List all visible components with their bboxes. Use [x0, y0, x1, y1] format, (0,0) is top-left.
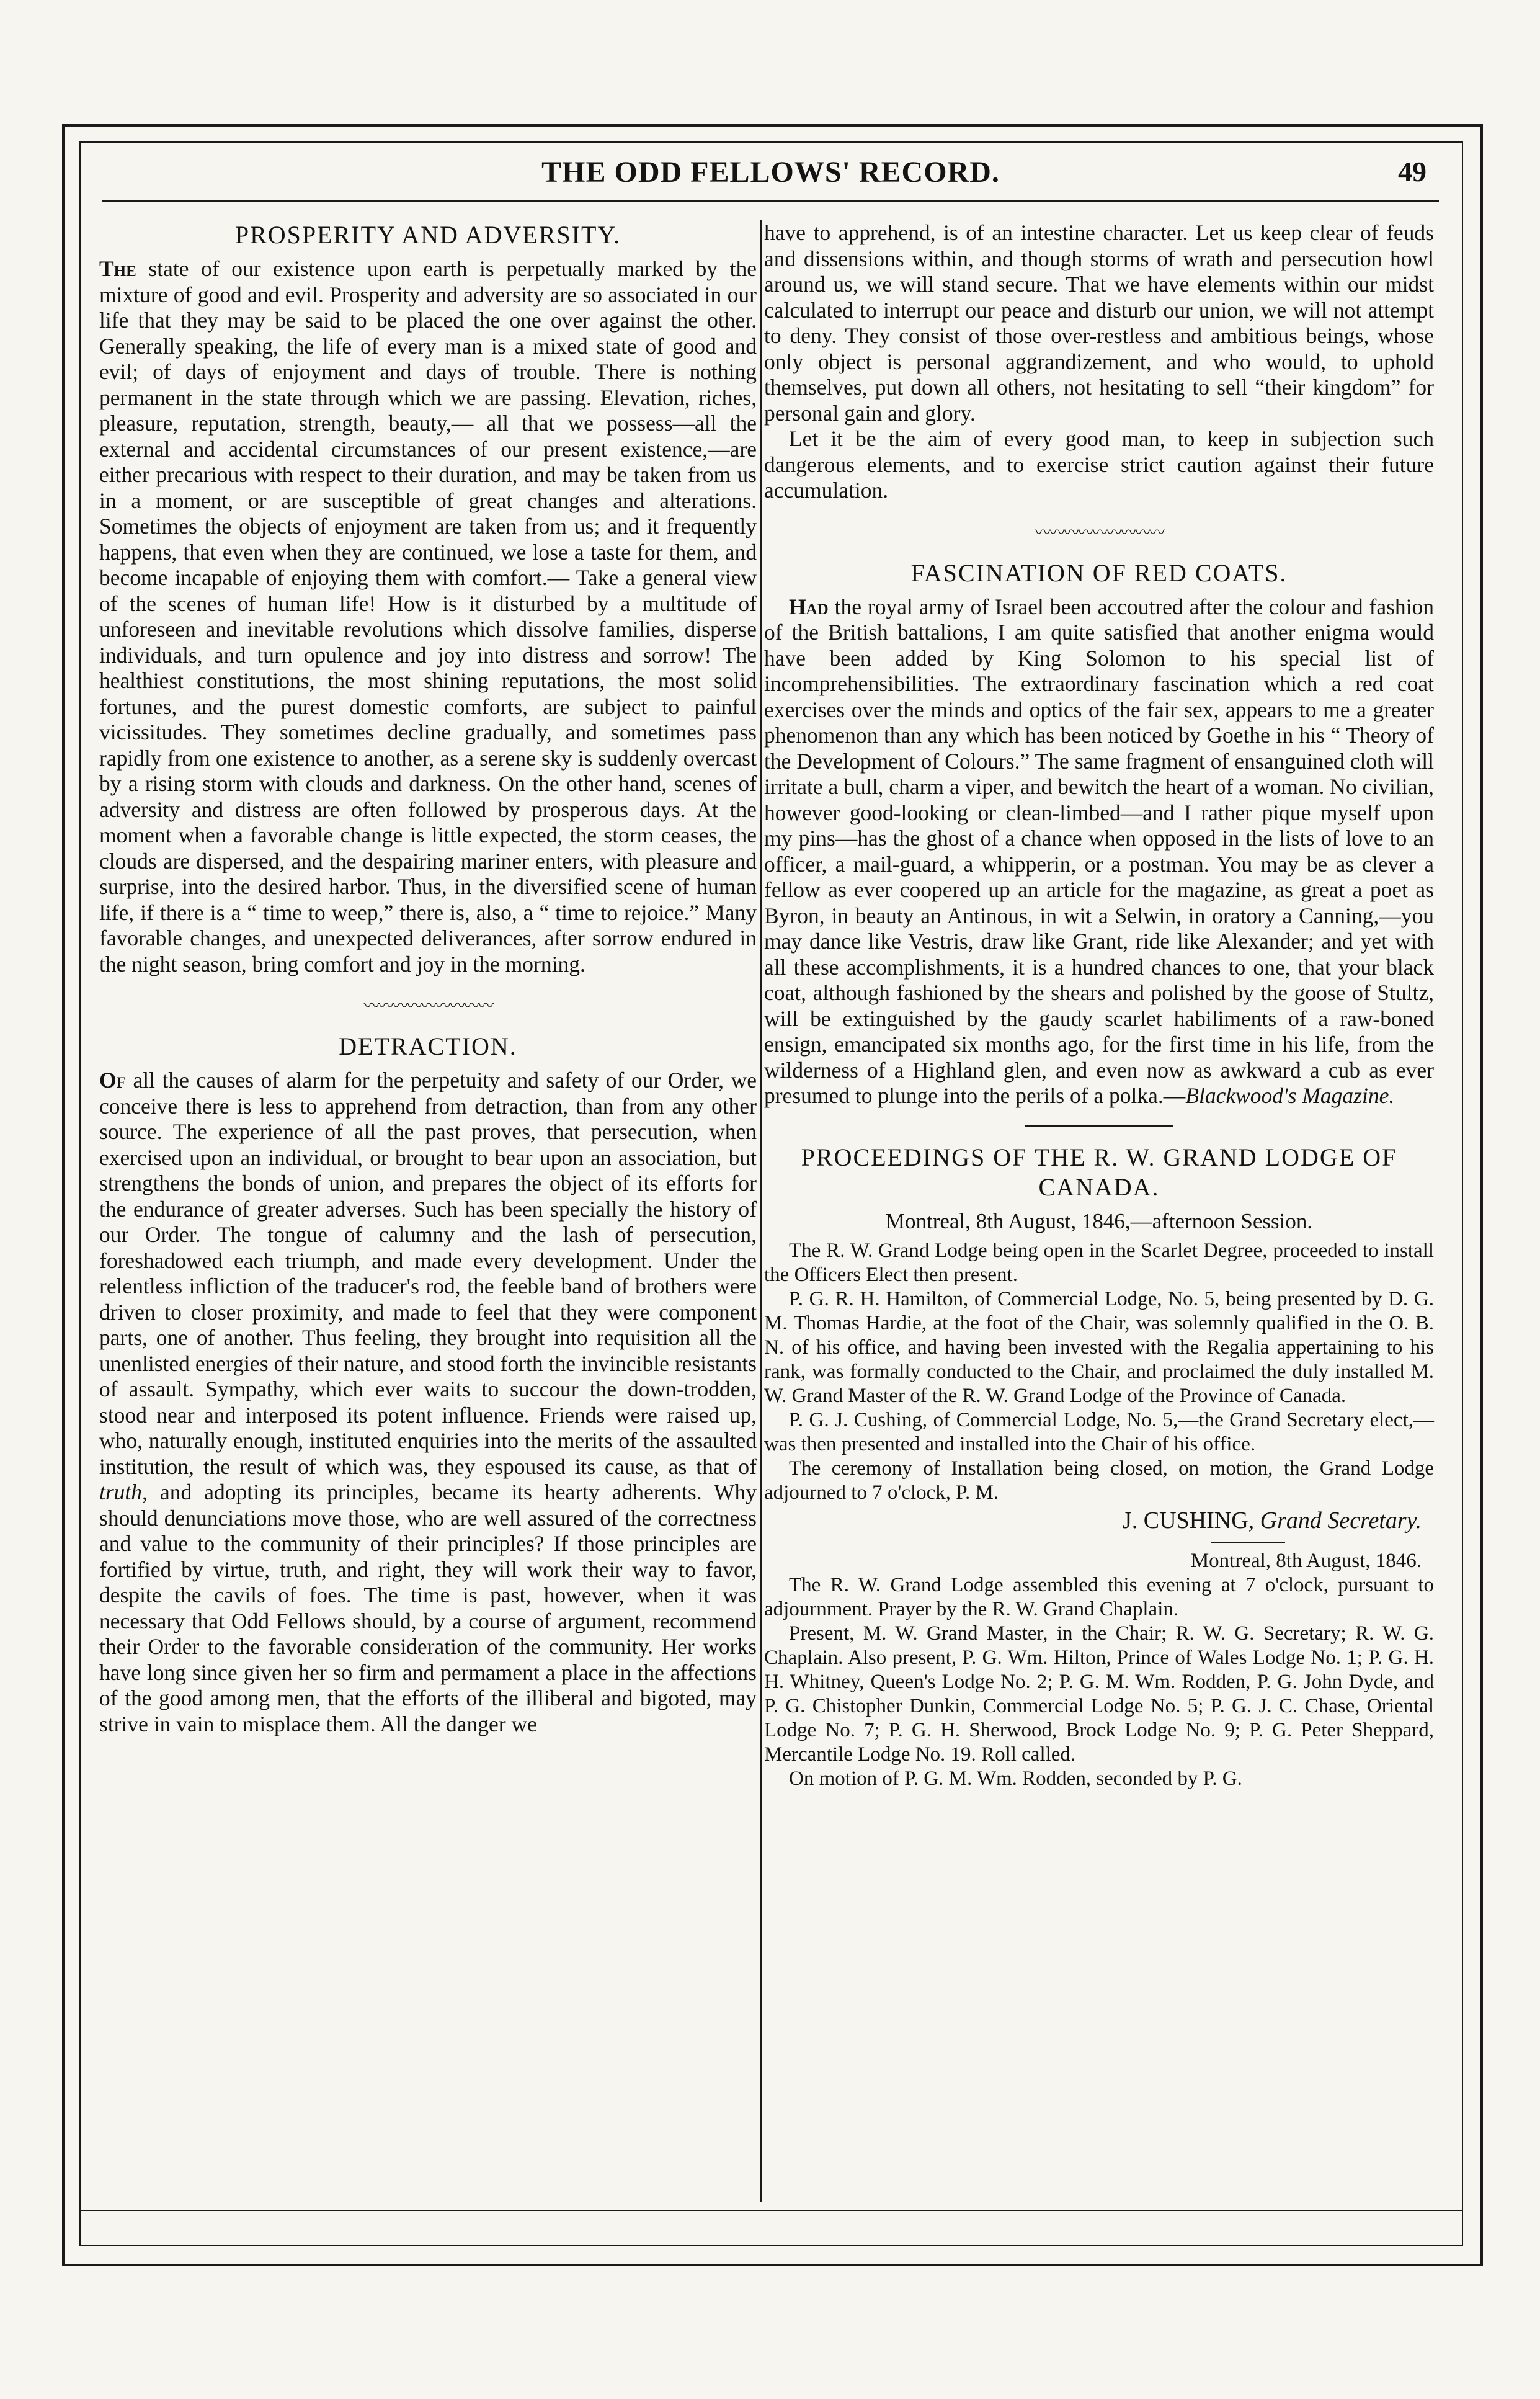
article-paragraph-continued: have to apprehend, is of an intestine character. Let us keep clear of feuds and dissensions within, and though storms of wrath and persecution howl around us, we will stand secure. That we have elements within our midst calculated to interrupt our peace and disturb our union, we will not attempt to deny. They consist of those over-restless and ambitious beings, whose only object is personal aggrandizement, and who would, to uphold themselves, put down all others, not hesitating to sell “their kingdom” for personal gain and glory.: [764, 220, 1434, 426]
section-ornament: 〰〰〰〰〰〰〰〰〰: [1035, 523, 1164, 542]
article-heading: DETRACTION.: [339, 1032, 517, 1060]
lead-word: The: [99, 256, 136, 281]
article-red-coats: [764, 558, 1434, 1109]
left-column: [99, 220, 757, 1737]
signature-rule: [1211, 1542, 1285, 1543]
article-paragraph: Let it be the aim of every good man, to keep in subjection such dangerous elements, and to exercise strict caution against their future accumulation.: [764, 426, 1434, 503]
page-number: 49: [1398, 156, 1427, 187]
bottom-rule: [79, 2209, 1463, 2211]
proceedings-paragraph: The R. W. Grand Lodge assembled this evening at 7 o'clock, pursuant to adjournment. Prayer by the R. W. Grand Chaplain.: [764, 1574, 1434, 1620]
article-paragraph: Had the royal army of Israel been accoutred after the colour and fashion of the British battalions, I am quite satisfied that another enigma would have been added by King Solomon to his special list of incomprehensibilities. The extraordinary fascination which a red coat exercises over the minds and optics of the fair sex, appears to me a greater phenomenon than any which has been noticed by Goethe in his “ Theory of the Development of Colours.” The same fragment of ensanguined cloth will irritate a bull, charm a viper, and bewitch the heart of a woman. No civilian, however good-looking or clean-limbed—and I rather pique myself upon my pins—has the ghost of a chance when opposed in the lists of love to an officer, a mail-guard, a whipperin, or a postman. You may be as clever a fellow as ever coopered up an article for the magazine, as great a poet as Byron, in beauty an Antinous, in wit a Selwin, in oratory a Canning,—you may dance like Vestris, draw like Grant, ride like Alexander; and yet with all these accomplishments, it is a hundred chances to one, that your black coat, although fashioned by the shears and polished by the goose of Stultz, will be extinguished by the gaudy scarlet habiliments of a raw-boned ensign, emancipated six months ago, for the first time in his life, from the wilderness of a Highland glen, and even now as awkward a cub as ever presumed to plunge into the perils of a polka.—Blackwood's Magazine.: [764, 594, 1435, 1108]
article-paragraph: The state of our existence upon earth is perpetually marked by the mixture of good and evil. Prosperity and adversity are so associated in our life that they may be said to be placed the one over against the other. Generally speaking, the life of every man is a mixed state of good and evil; of days of enjoyment and days of trouble. There is nothing permanent in the state through which we are passing. Elevation, riches, pleasure, reputation, strength, beauty,— all that we possess—all the external and accidental circumstances of our present existence,—are either precarious with respect to their duration, and may be taken from us in a moment, or are susceptible of great changes and alterations. Sometimes the objects of enjoyment are taken from us; and it frequently happens, that even when they are continued, we lose a taste for them, and become incapable of enjoying them with comfort.— Take a general view of the scenes of human life! How is it disturbed by a multitude of unforeseen and inevitable revolutions which dissolve families, disperse individuals, and turn opulence and joy into distress and sorrow! The healthiest constitutions, the most shining reputations, the most solid fortunes, and the purest domestic comforts, are subject to painful vicissitudes. They sometimes decline gradually, and sometimes pass rapidly from one existence to another, as a serene sky is suddenly overcast by a rising storm with clouds and darkness. On the other hand, scenes of adversity and distress are often followed by prosperous days. At the moment when a favorable change is little expected, the storm ceases, the clouds are dispersed, and the despairing mariner enters, with pleasure and surprise, into the desired harbor. Thus, in the diversified scene of human life, if there is a “ time to weep,” there is, also, a “ time to rejoice.” Many favorable changes, and unexpected deliverances, after sorrow endured in the night season, bring comfort and joy in the morning.: [99, 256, 757, 976]
article-proceedings: [764, 1143, 1434, 1792]
proceedings-paragraph: Present, M. W. Grand Master, in the Chair; R. W. G. Secretary; R. W. G. Chaplain. Also present, P. G. Wm. Hilton, Prince of Wales Lodge No. 1; P. G. H. H. Whitney, Queen's Lodge No. 2; P. G. M. Wm. Rodden, P. G. John Dyde, and P. G. Chistopher Dunkin, Commercial Lodge No. 5; P. G. J. C. Chase, Oriental Lodge No. 7; P. G. H. Sherwood, Brock Lodge No. 9; P. G. Peter Sheppard, Mercantile Lodge No. 19. Roll called.: [764, 1622, 1434, 1766]
right-column: [764, 220, 1434, 1791]
article-detraction: [99, 1032, 757, 1737]
section-ornament: 〰〰〰〰〰〰〰〰〰: [363, 997, 492, 1015]
article-prosperity: [99, 220, 757, 977]
proceedings-body: [764, 1239, 1434, 1791]
article-source: Blackwood's Magazine.: [1185, 1083, 1395, 1108]
lead-word: Had: [789, 594, 829, 619]
proceedings-paragraph: P. G. R. H. Hamilton, of Commercial Lodge, No. 5, being presented by D. G. M. Thomas Hardie, at the foot of the Chair, was solemnly qualified in the O. B. N. of his office, and having been invested with the Regalia appertaining to his rank, was formally conducted to the Chair, and proclaimed the duly installed M. W. Grand Master of the R. W. Grand Lodge of the Province of Canada.: [764, 1288, 1434, 1407]
article-heading: PROCEEDINGS OF THE R. W. GRAND LODGE OF CANADA.: [801, 1143, 1397, 1201]
lead-word: Of: [99, 1068, 126, 1092]
publication-title: THE ODD FELLOWS' RECORD.: [541, 156, 1000, 189]
running-header: [102, 155, 1439, 192]
proceedings-paragraph: The R. W. Grand Lodge being open in the Scarlet Degree, proceeded to install the Officers Elect then present.: [764, 1240, 1434, 1286]
article-heading: FASCINATION OF RED COATS.: [910, 558, 1288, 587]
header-rule: [102, 200, 1439, 202]
column-divider: [760, 220, 762, 2202]
proceedings-paragraph: The ceremony of Installation being closed, on motion, the Grand Lodge adjourned to 7 o'clock, P. M.: [764, 1457, 1434, 1504]
article-heading: PROSPERITY AND ADVERSITY.: [234, 221, 621, 249]
section-rule: [1025, 1125, 1173, 1127]
signature: J. CUSHING, Grand Secretary.: [1122, 1508, 1422, 1534]
proceedings-paragraph: P. G. J. Cushing, of Commercial Lodge, No. 5,—the Grand Secretary elect,—was then presented and installed into the Chair of his office.: [764, 1409, 1434, 1455]
evening-dateline: Montreal, 8th August, 1846.: [1190, 1550, 1422, 1572]
article-paragraph: Of all the causes of alarm for the perpetuity and safety of our Order, we conceive there is less to apprehend from detraction, than from any other source. The experience of all the past proves, that persecution, when exercised upon an individual, or brought to bear upon an association, but strengthens the bonds of union, and prepares the object of its efforts for the endurance of greater adverses. Such has been specially the history of our Order. The tongue of calumny and the lash of persecution, foreshadowed each triumph, and made every development. Under the relentless infliction of the traducer's rod, the feeble band of brothers were driven to closer proximity, and made to feel that they were component parts, one of another. Thus feeling, they brought into requisition all the unenlisted energies of their nature, and stood forth the invincible resistants of assault. Sympathy, which ever waits to succour the down-trodden, stood near and interposed its potent influence. Friends were raised up, who, naturally enough, instituted enquiries into the merits of the assaulted institution, the result of which was, they espoused its cause, as that of truth, and adopting its principles, became its hearty adherents. Why should denunciations move those, who are well assured of the correctness and value to the community of their principles? If those principles are fortified by virtue, truth, and right, they will work their way to favor, despite the cavils of foes. The time is past, however, when it was necessary that Odd Fellows should, by a course of argument, recommend their Order to the favorable consideration of the community. Her works have long since given her so firm and permament a place in the affections of the good among men, that the efforts of the illiberal and bigoted, may strive in vain to misplace them. All the danger we: [99, 1068, 757, 1736]
session-dateline: Montreal, 8th August, 1846,—afternoon Session.: [885, 1208, 1313, 1233]
proceedings-paragraph: On motion of P. G. M. Wm. Rodden, seconded by P. G.: [789, 1767, 1242, 1790]
